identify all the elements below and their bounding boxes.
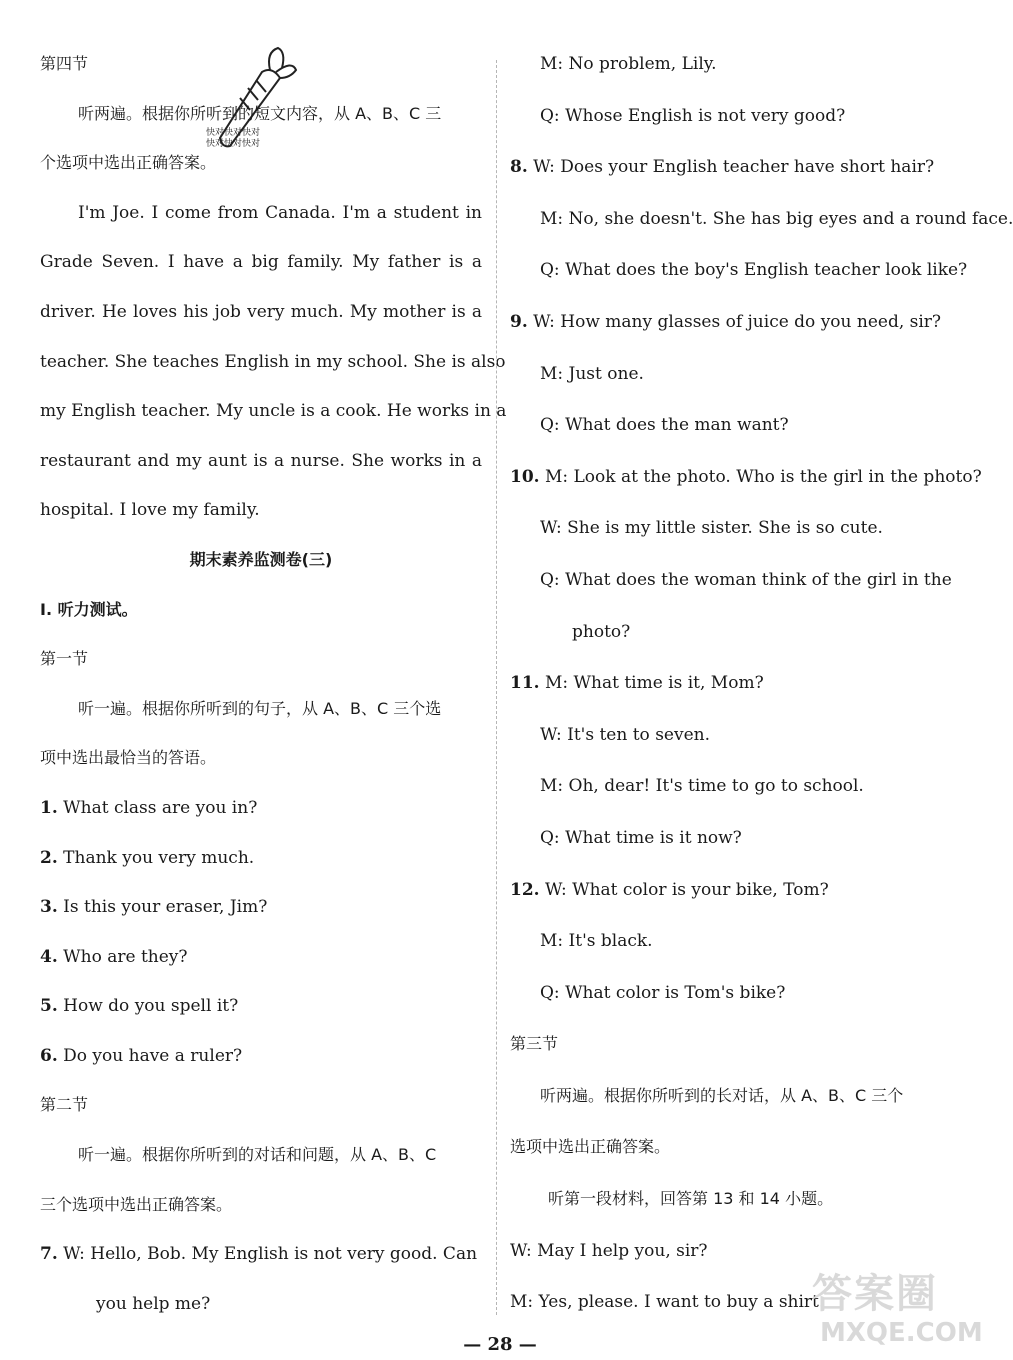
- dialogue-text: W: How many glasses of juice do you need, sir?: [533, 311, 942, 332]
- question-number: 7.: [40, 1244, 58, 1265]
- dialogue-line: [510, 151, 962, 203]
- dialogue-line: [510, 461, 982, 513]
- dialogue-line: M: Yes, please. I want to buy a shirt.: [510, 1292, 825, 1313]
- section1-heading: 第一节: [40, 649, 89, 669]
- question-7-line2: you help me?: [96, 1293, 211, 1314]
- question-number: 2.: [40, 847, 58, 868]
- right-column: [510, 48, 1013, 1338]
- dialogue-line: [510, 48, 962, 100]
- dialogue-text: W: What color is your bike, Tom?: [544, 879, 829, 900]
- question-text: W: Hello, Bob. My English is not very good. Can: [63, 1244, 478, 1265]
- section4-heading: 第四节: [40, 54, 89, 73]
- question-number: 11.: [510, 673, 540, 694]
- dialogue-lines: [510, 48, 1013, 1028]
- question-item: [40, 1040, 482, 1090]
- question-number: 9.: [510, 311, 528, 332]
- dialogue-line: [510, 358, 962, 410]
- section2-heading: 第二节: [40, 1095, 89, 1115]
- dialogue-text: M: Look at the photo. Who is the girl in the photo?: [544, 466, 982, 487]
- question-text: Is this your eraser, Jim?: [63, 897, 268, 918]
- dialogue-line: W: May I help you, sir?: [510, 1240, 708, 1261]
- part1-heading: Ⅰ. 听力测试。: [40, 599, 138, 619]
- passage-line: I'm Joe. I come from Canada. I'm a student in: [78, 202, 482, 223]
- question-number: 12.: [510, 879, 540, 900]
- dialogue-line: [510, 512, 962, 564]
- dialogue-text: Q: What does the boy's English teacher look like?: [540, 260, 968, 281]
- section1-instruction-line2: 项中选出最恰当的答语。: [40, 748, 217, 768]
- question-item: [40, 941, 482, 991]
- passage-line: teacher. She teaches English in my school. She is also: [40, 351, 506, 372]
- dialogue-text: M: No, she doesn't. She has big eyes and a round face.: [540, 208, 1013, 229]
- question-item: [40, 842, 482, 892]
- question-7-line1: [40, 1238, 482, 1288]
- dialogue-line: [510, 616, 962, 668]
- watermark-logo: 答案圈: [812, 1271, 938, 1317]
- dialogue-line: [510, 770, 962, 822]
- dialogue-text: Q: What does the man want?: [540, 415, 789, 436]
- section3-instruction-line2: 选项中选出正确答案。: [510, 1137, 671, 1157]
- dialogue-line: [510, 667, 962, 719]
- passage-line: hospital. I love my family.: [40, 500, 260, 521]
- section3-instruction-line1: 听两遍。根据你所听到的长对话，从 A、B、C 三个: [540, 1085, 904, 1105]
- passage-line: driver. He loves his job very much. My mother is a: [40, 301, 482, 322]
- dialogue-line: [510, 822, 962, 874]
- question-text: Do you have a ruler?: [63, 1045, 243, 1066]
- dialogue-text: photo?: [572, 621, 631, 642]
- dialogue-line: [510, 100, 962, 152]
- dialogue-text: W: It's ten to seven.: [540, 724, 710, 745]
- left-column: [40, 48, 507, 1337]
- question-number: 10.: [510, 466, 540, 487]
- question-item: [40, 990, 482, 1040]
- question-number: 8.: [510, 157, 528, 178]
- doodle-caption: 快对快对快对 快对快对快对: [206, 128, 261, 149]
- dialogue-text: Q: What does the woman think of the girl in the: [540, 569, 952, 590]
- question-number: 4.: [40, 946, 58, 967]
- section3-heading: 第三节: [510, 1034, 559, 1054]
- dialogue-line: [510, 925, 962, 977]
- dialogue-line: [510, 254, 968, 306]
- dialogue-line: [510, 564, 962, 616]
- exam-title: 期末素养监测卷(三): [189, 549, 333, 569]
- question-text: How do you spell it?: [63, 996, 239, 1017]
- passage-line: Grade Seven. I have a big family. My father is a: [40, 252, 482, 273]
- dialogue-text: M: Just one.: [540, 363, 644, 384]
- dialogue-text: M: No problem, Lily.: [540, 54, 717, 74]
- section2-instruction-line1: 听一遍。根据你所听到的对话和问题，从 A、B、C: [78, 1145, 437, 1165]
- question-number: 5.: [40, 996, 58, 1017]
- dialogue-text: M: Oh, dear! It's time to go to school.: [540, 776, 864, 797]
- question-item: [40, 891, 482, 941]
- section2-instruction-line2: 三个选项中选出正确答案。: [40, 1194, 233, 1214]
- question-list-1-6: [40, 792, 482, 1090]
- page-number: — 28 —: [463, 1334, 537, 1355]
- dialogue-text: Q: Whose English is not very good?: [540, 105, 846, 126]
- section1-instruction-line1: 听一遍。根据你所听到的句子，从 A、B、C 三个选: [78, 698, 442, 718]
- question-number: 1.: [40, 797, 58, 818]
- question-text: Thank you very much.: [63, 847, 255, 868]
- dialogue-line: [510, 874, 962, 926]
- section4-instruction-line1: 听两遍。根据你所听到的短文内容，从 A、B、C 三: [78, 103, 442, 123]
- dialogue-line: [510, 719, 962, 771]
- dialogue-text: W: She is my little sister. She is so cute.: [540, 518, 883, 539]
- dialogue-text: W: Does your English teacher have short hair?: [533, 157, 935, 178]
- passage-line: restaurant and my aunt is a nurse. She works in a: [40, 450, 482, 471]
- question-number: 3.: [40, 897, 58, 918]
- dialogue-text: Q: What color is Tom's bike?: [540, 982, 786, 1003]
- question-number: 6.: [40, 1045, 58, 1066]
- question-item: [40, 792, 482, 842]
- question-text: Who are they?: [63, 946, 188, 967]
- passage-line: my English teacher. My uncle is a cook. He works in a: [40, 401, 507, 422]
- dialogue-line: [510, 203, 1013, 255]
- column-divider: [496, 60, 497, 1315]
- dialogue-line: [510, 977, 962, 1029]
- watermark-url: MXQE.COM: [820, 1318, 983, 1348]
- dialogue-line: [510, 409, 962, 461]
- dialogue-text: Q: What time is it now?: [540, 827, 742, 848]
- dialogue-line: [510, 306, 962, 358]
- section3-subinstruction: 听第一段材料，回答第 13 和 14 小题。: [548, 1189, 834, 1209]
- dialogue-text: M: What time is it, Mom?: [544, 673, 764, 694]
- passage: [40, 197, 507, 544]
- dialogue-text: M: It's black.: [540, 931, 653, 952]
- section4-instruction-line2: 个选项中选出正确答案。: [40, 153, 217, 173]
- question-text: What class are you in?: [63, 797, 258, 818]
